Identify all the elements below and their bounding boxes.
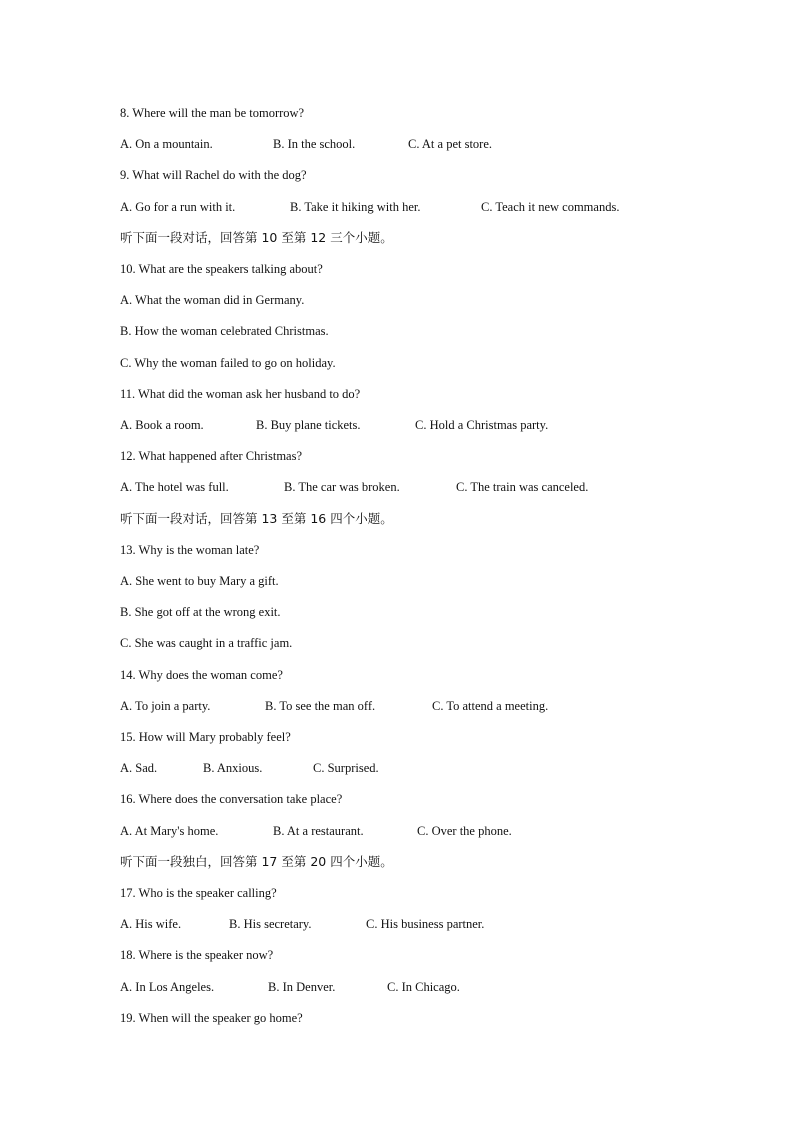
answer-option: B. At a restaurant. — [273, 823, 364, 838]
answer-option: B. His secretary. — [229, 917, 312, 932]
answer-option: A. Sad. — [120, 761, 158, 776]
answer-option: A. To join a party. — [120, 698, 211, 713]
answer-option: C. At a pet store. — [408, 137, 493, 152]
answer-option: C. Hold a Christmas party. — [415, 418, 549, 432]
answer-option: C. Over the phone. — [417, 823, 512, 838]
answer-option: B. She got off at the wrong exit. — [120, 605, 281, 620]
question-text: 9. What will Rachel do with the dog? — [120, 168, 307, 183]
answer-option: A. At Mary's home. — [120, 823, 219, 838]
answer-option: A. The hotel was full. — [120, 480, 229, 495]
answer-option: B. Anxious. — [203, 761, 263, 776]
answer-option: A. On a mountain. — [120, 137, 213, 152]
question-text: 14. Why does the woman come? — [120, 667, 283, 682]
answer-option: C. Why the woman failed to go on holiday. — [120, 355, 336, 370]
question-text: 11. What did the woman ask her husband to do? — [120, 386, 361, 401]
question-text: 12. What happened after Christmas? — [120, 449, 303, 464]
answer-option: A. She went to buy Mary a gift. — [120, 574, 279, 588]
question-text: 18. Where is the speaker now? — [120, 948, 274, 963]
question-text: 10. What are the speakers talking about? — [120, 262, 323, 276]
answer-option: A. Book a room. — [120, 418, 204, 432]
question-text: 16. Where does the conversation take place? — [120, 792, 343, 807]
answer-option: A. What the woman did in Germany. — [120, 293, 305, 308]
answer-option: A. Go for a run with it. — [120, 199, 236, 214]
answer-option: A. In Los Angeles. — [120, 979, 215, 994]
section-instruction: 听下面一段独白，回答第 17 至第 20 四个小题。 — [120, 853, 393, 869]
question-text: 19. When will the speaker go home? — [120, 1010, 303, 1025]
question-text: 17. Who is the speaker calling? — [120, 886, 277, 900]
section-instruction: 听下面一段对话，回答第 13 至第 16 四个小题。 — [120, 510, 393, 526]
answer-option: C. His business partner. — [366, 917, 485, 932]
question-text: 8. Where will the man be tomorrow? — [120, 106, 305, 120]
answer-option: B. To see the man off. — [265, 698, 376, 713]
answer-option: C. In Chicago. — [387, 979, 460, 994]
answer-option: A. His wife. — [120, 917, 182, 932]
question-text: 13. Why is the woman late? — [120, 542, 260, 557]
answer-option: C. Surprised. — [313, 761, 379, 776]
answer-option: C. She was caught in a traffic jam. — [120, 636, 293, 651]
question-text: 15. How will Mary probably feel? — [120, 730, 291, 744]
answer-option: B. In Denver. — [268, 979, 336, 994]
answer-option: B. The car was broken. — [284, 480, 400, 495]
section-instruction: 听下面一段对话，回答第 10 至第 12 三个小题。 — [120, 229, 393, 245]
answer-option: C. The train was canceled. — [456, 480, 589, 495]
answer-option: B. Take it hiking with her. — [290, 199, 421, 214]
answer-option: C. To attend a meeting. — [432, 698, 549, 713]
answer-option: B. How the woman celebrated Christmas. — [120, 324, 329, 339]
answer-option: C. Teach it new commands. — [481, 199, 620, 214]
answer-option: B. In the school. — [273, 137, 356, 152]
answer-option: B. Buy plane tickets. — [256, 418, 361, 432]
